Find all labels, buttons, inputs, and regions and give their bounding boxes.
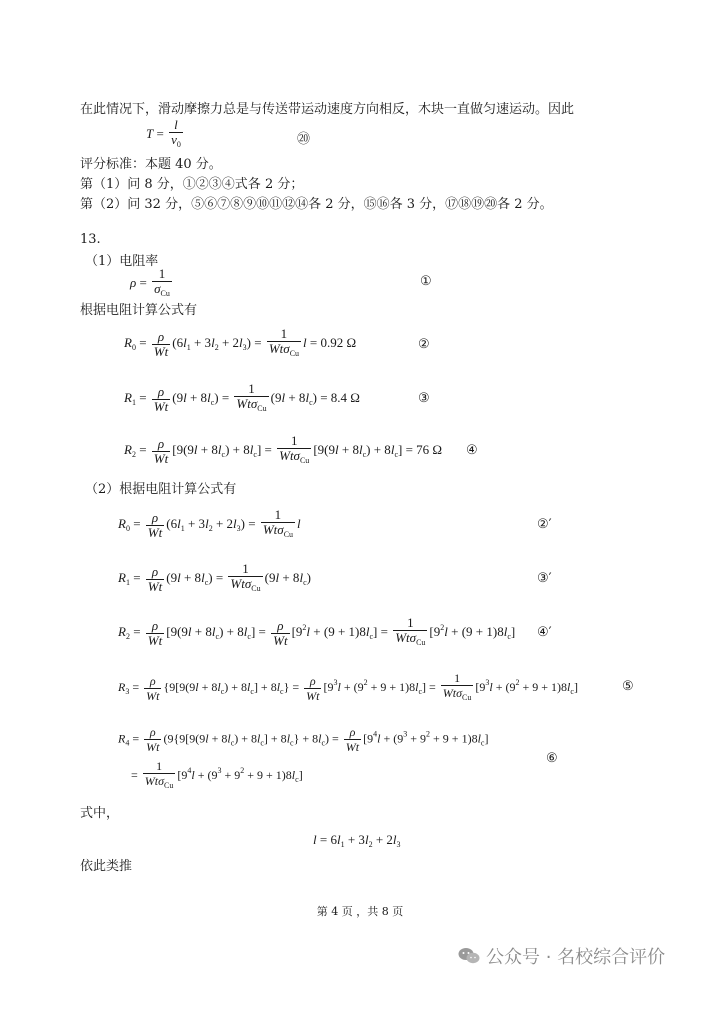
equation-l-definition: $l = 6l_1 + 3l_2 + 2l_3$ xyxy=(313,832,401,849)
equation-label-1: ① xyxy=(420,274,432,289)
equation-6-line-2: = $\frac{1}{Wt\sigma_{Cu}}$ $[9^4l + (9^3 + 9^2 + 9 + 1)8l_c]$ xyxy=(131,759,303,790)
equation-4: $R_2$ = $\frac{\rho}{Wt}$ $[9(9l + 8l_c) + 8l_c]$ = $\frac{1}{Wt\sigma_{Cu}}$ $[9(9l + 8l_c) + 8l_c] = 76$ Ω xyxy=(124,433,443,466)
equation-label-3-prime: ③′ xyxy=(537,571,552,586)
equation-label-2: ② xyxy=(418,337,430,352)
part-1-heading: （1）电阻率 xyxy=(85,254,159,269)
equation-3: $R_1$ = $\frac{\rho}{Wt}$ $(9l + 8l_c)$ = $\frac{1}{Wt\sigma_{Cu}}$ $(9l + 8l_c) = 8.4$ Ω xyxy=(124,381,360,414)
wechat-icon xyxy=(458,947,480,965)
intro-text: 在此情况下，滑动摩擦力总是与传送带运动速度方向相反，木块一直做匀速运动。因此 xyxy=(80,102,575,117)
equation-label-5: ⑤ xyxy=(622,679,634,694)
scoring-part-2: 第（2）问 32 分，⑤⑥⑦⑧⑨⑩⑪⑫⑭各 2 分，⑮⑯各 3 分，⑰⑱⑲⑳各 2 分。 xyxy=(80,197,553,212)
question-number: 13. xyxy=(80,232,101,247)
scoring-title: 评分标准：本题 40 分。 xyxy=(80,157,222,172)
text-resistance-formula: 根据电阻计算公式有 xyxy=(80,303,198,318)
equation-label-4: ④ xyxy=(466,443,478,458)
equation-1: ρ = $\frac{1}{\sigma_{Cu}}$ xyxy=(130,266,170,298)
page-footer: 第 4 页 ，共 8 页 xyxy=(316,905,404,918)
scoring-part-1: 第（1）问 8 分，①②③④式各 2 分； xyxy=(80,177,304,192)
equation-label-6: ⑥ xyxy=(546,751,558,766)
equation-5: $R_3$ = $\frac{\rho}{Wt}$ $\{9[9(9l + 8l_c) + 8l_c] + 8l_c\}$ = $\frac{\rho}{Wt}$ $[9^3l + (9^2 + 9 + 1)8l_c]$ = $\frac{1}{Wt\sigma_{Cu}}$ $[9^3l + (9^2 + 9 + 1)8l_c]$ xyxy=(118,671,578,703)
equation-label-2-prime: ②′ xyxy=(537,517,552,532)
equation-4-prime: $R_2$ = $\frac{\rho}{Wt}$ $[9(9l + 8l_c) + 8l_c]$ = $\frac{\rho}{Wt}$ $[9^2l + (9 + 1)8l_c]$ = $\frac{1}{Wt\sigma_{Cu}}$ $[9^2l + (9 + 1)8l_c]$ xyxy=(118,615,516,648)
equation-2: $R_0$ = $\frac{\rho}{Wt}$ $(6l_1 + 3l_2 + 2l_3)$ = $\frac{1}{Wt\sigma_{Cu}}$ l = 0.92 Ω xyxy=(124,326,357,359)
part-2-heading: （2）根据电阻计算公式有 xyxy=(85,482,237,497)
equation-label-20: ⑳ xyxy=(297,132,311,147)
text-analogy: 依此类推 xyxy=(80,859,133,874)
equation-label-4-prime: ④′ xyxy=(537,625,552,640)
watermark-text: 公众号 · 名校综合评价 xyxy=(486,947,666,968)
equation-20: T = $\frac{l}{v_0}$ xyxy=(146,117,181,149)
equation-label-3: ③ xyxy=(418,391,430,406)
text-where: 式中， xyxy=(80,806,120,821)
equation-6-line-1: $R_4$ = $\frac{\rho}{Wt}$ $(9\{9[9(9l + 8l_c) + 8l_c] + 8l_c\} + 8l_c)$ = $\frac{\rho}{Wt}$ $[9^4l + (9^3 + 9^2 + 9 + 1)8l_c]$ xyxy=(118,725,489,754)
equation-2-prime: $R_0$ = $\frac{\rho}{Wt}$ $(6l_1 + 3l_2 + 2l_3)$ = $\frac{1}{Wt\sigma_{Cu}}$ l xyxy=(118,507,301,540)
equation-3-prime: $R_1$ = $\frac{\rho}{Wt}$ $(9l + 8l_c)$ = $\frac{1}{Wt\sigma_{Cu}}$ $(9l + 8l_c)$ xyxy=(118,561,311,594)
